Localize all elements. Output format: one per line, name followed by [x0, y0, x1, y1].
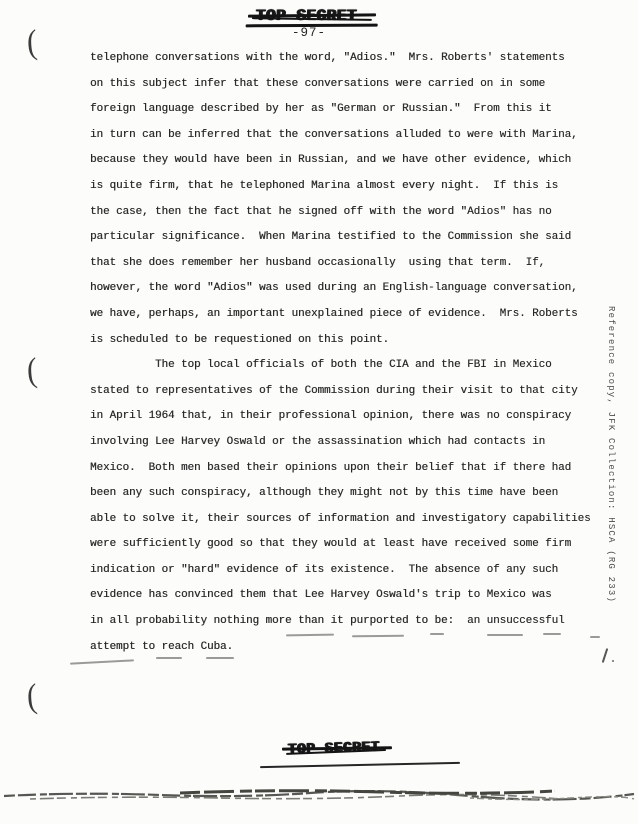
ink-slash-mark [602, 648, 608, 663]
text-line: the case, then the fact that he signed off with the word "Adios" has no [90, 205, 552, 218]
text-line: able to solve it, their sources of information and investigatory capabilities [90, 512, 591, 525]
text-line: stated to representatives of the Commission during their visit to that city [90, 384, 578, 397]
top-secret-stamp-bottom [288, 740, 380, 758]
top-secret-stamp-top [256, 7, 358, 25]
ink-dot-mark [612, 660, 614, 662]
text-line: were sufficiently good so that they would at least have received some firm [90, 538, 572, 551]
pencil-mark [156, 657, 182, 659]
text-line: foreign language described by her as "German or Russian." From this it [90, 103, 552, 116]
text-line: been any such conspiracy, although they might not by this time have been [90, 487, 559, 500]
text-line: attempt to reach Cuba. [90, 640, 234, 653]
pencil-mark [590, 636, 600, 638]
text-line: we have, perhaps, an important unexplained piece of evidence. Mrs. Roberts [90, 307, 578, 320]
document-body [90, 46, 591, 660]
margin-paren-mark: ( [25, 677, 39, 716]
pencil-mark [70, 659, 134, 664]
text-line: indication or "hard" evidence of its existence. The absence of any such [90, 563, 559, 576]
archive-reference-note: Reference copy, JFK Collection: HSCA (RG 233) [606, 306, 616, 604]
pencil-mark [543, 633, 561, 635]
text-line: is scheduled to be requestioned on this point. [90, 333, 390, 346]
text-line: The top local officials of both the CIA and the FBI in Mexico [90, 359, 552, 372]
pencil-mark [487, 634, 523, 636]
text-line: on this subject infer that these conversations were carried on in some [90, 77, 546, 90]
text-line: in all probability nothing more than it purported to be: an unsuccessful [90, 615, 565, 628]
text-line: however, the word "Adios" was used during an English-language conversation, [90, 282, 578, 295]
text-line: particular significance. When Marina testified to the Commission she said [90, 231, 572, 244]
pencil-mark [430, 633, 444, 635]
stamp-underline [260, 762, 460, 768]
text-line: that she does remember her husband occasionally using that term. If, [90, 256, 546, 269]
text-line: in turn can be inferred that the conversations alluded to were with Marina, [90, 128, 578, 141]
margin-paren-mark: ( [25, 351, 39, 390]
text-line: Mexico. Both men based their opinions upon their belief that if there had [90, 461, 572, 474]
page-number: -97- [291, 26, 326, 40]
text-line: involving Lee Harvey Oswald or the assassination which had contacts in [90, 435, 546, 448]
text-line: is quite firm, that he telephoned Marina almost every night. If this is [90, 179, 559, 192]
text-line: telephone conversations with the word, "Adios." Mrs. Roberts' statements [90, 52, 565, 64]
scan-edge-artifact [0, 784, 638, 806]
text-line: in April 1964 that, in their professional opinion, there was no conspiracy [90, 410, 572, 423]
pencil-mark [206, 657, 234, 659]
text-line: evidence has convinced them that Lee Harvey Oswald's trip to Mexico was [90, 589, 552, 602]
text-line: because they would have been in Russian, and we have other evidence, which [90, 154, 572, 167]
margin-paren-mark: ( [25, 23, 39, 62]
